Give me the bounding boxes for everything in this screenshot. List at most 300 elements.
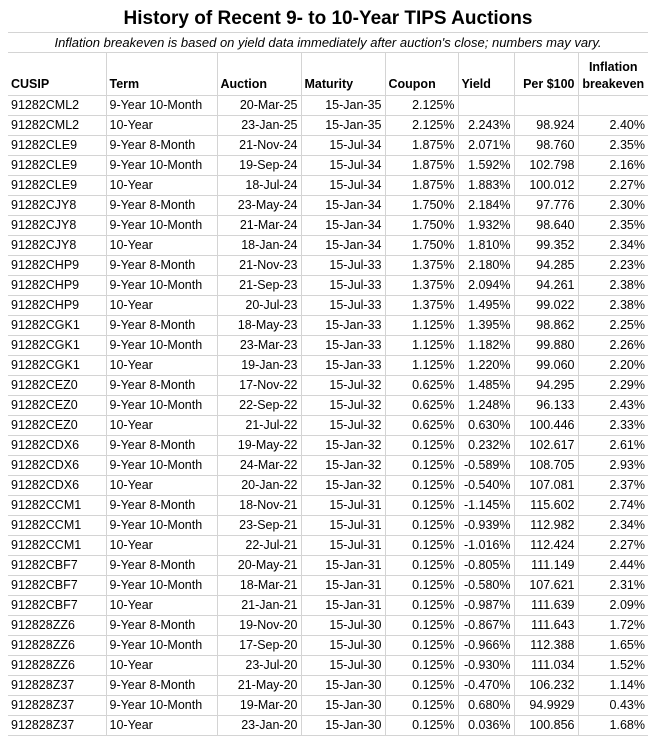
cell-maturity: 15-Jul-32 (301, 416, 385, 436)
cell-maturity: 15-Jul-33 (301, 296, 385, 316)
cell-auction: 21-Nov-23 (217, 256, 301, 276)
cell-yield: -0.589% (458, 456, 514, 476)
cell-cusip: 91282CEZ0 (8, 416, 106, 436)
table-row (8, 616, 648, 636)
cell-term: 10-Year (106, 596, 217, 616)
cell-term: 9-Year 10-Month (106, 456, 217, 476)
cell-term: 9-Year 8-Month (106, 616, 217, 636)
cell-auction: 19-May-22 (217, 436, 301, 456)
cell-yield: 1.485% (458, 376, 514, 396)
cell-yield: 1.932% (458, 216, 514, 236)
cell-maturity: 15-Jan-31 (301, 556, 385, 576)
cell-maturity: 15-Jan-33 (301, 336, 385, 356)
cell-term: 10-Year (106, 176, 217, 196)
cell-term: 9-Year 10-Month (106, 336, 217, 356)
table-row (8, 196, 648, 216)
cell-auction: 17-Nov-22 (217, 376, 301, 396)
cell-per-100: 94.285 (514, 256, 578, 276)
cell-inflation-breakeven: 2.16% (578, 156, 648, 176)
cell-auction: 18-Nov-21 (217, 496, 301, 516)
table-row (8, 96, 648, 116)
cell-inflation-breakeven: 2.74% (578, 496, 648, 516)
cell-maturity: 15-Jan-35 (301, 116, 385, 136)
cell-coupon: 0.625% (385, 376, 458, 396)
tips-auctions-table (8, 53, 648, 736)
cell-maturity: 15-Jul-34 (301, 156, 385, 176)
cell-yield: 1.495% (458, 296, 514, 316)
cell-per-100: 96.133 (514, 396, 578, 416)
cell-coupon: 0.125% (385, 456, 458, 476)
cell-auction: 20-Jan-22 (217, 476, 301, 496)
cell-per-100: 102.617 (514, 436, 578, 456)
header-coupon: Coupon (385, 53, 458, 96)
table-row (8, 636, 648, 656)
cell-per-100: 99.060 (514, 356, 578, 376)
cell-maturity: 15-Jul-30 (301, 616, 385, 636)
cell-per-100: 107.081 (514, 476, 578, 496)
cell-coupon: 1.750% (385, 196, 458, 216)
cell-per-100: 106.232 (514, 676, 578, 696)
table-row (8, 376, 648, 396)
cell-cusip: 91282CLE9 (8, 176, 106, 196)
cell-cusip: 91282CDX6 (8, 436, 106, 456)
cell-per-100: 99.352 (514, 236, 578, 256)
cell-yield: -0.805% (458, 556, 514, 576)
table-row (8, 536, 648, 556)
cell-yield: 1.810% (458, 236, 514, 256)
cell-coupon: 0.125% (385, 716, 458, 736)
cell-yield (458, 96, 514, 116)
cell-term: 10-Year (106, 236, 217, 256)
table-row (8, 236, 648, 256)
cell-term: 10-Year (106, 476, 217, 496)
cell-per-100: 99.022 (514, 296, 578, 316)
cell-coupon: 0.625% (385, 416, 458, 436)
cell-cusip: 91282CHP9 (8, 256, 106, 276)
cell-inflation-breakeven: 1.65% (578, 636, 648, 656)
cell-yield: -0.966% (458, 636, 514, 656)
cell-cusip: 91282CDX6 (8, 456, 106, 476)
cell-coupon: 1.375% (385, 256, 458, 276)
header-inflation-line2: breakeven (582, 77, 645, 91)
cell-per-100: 111.034 (514, 656, 578, 676)
table-row (8, 116, 648, 136)
cell-cusip: 91282CJY8 (8, 196, 106, 216)
cell-maturity: 15-Jan-30 (301, 676, 385, 696)
cell-term: 10-Year (106, 116, 217, 136)
cell-per-100: 94.261 (514, 276, 578, 296)
cell-auction: 21-Sep-23 (217, 276, 301, 296)
table-row (8, 296, 648, 316)
cell-auction: 23-Jul-20 (217, 656, 301, 676)
cell-coupon: 0.125% (385, 536, 458, 556)
cell-coupon: 1.875% (385, 176, 458, 196)
cell-coupon: 0.125% (385, 436, 458, 456)
cell-auction: 23-Jan-25 (217, 116, 301, 136)
cell-auction: 24-Mar-22 (217, 456, 301, 476)
cell-yield: 2.180% (458, 256, 514, 276)
cell-yield: -0.470% (458, 676, 514, 696)
cell-maturity: 15-Jul-34 (301, 176, 385, 196)
header-auction: Auction (217, 53, 301, 96)
table-row (8, 456, 648, 476)
cell-maturity: 15-Jan-30 (301, 716, 385, 736)
cell-inflation-breakeven: 2.20% (578, 356, 648, 376)
cell-yield: -0.987% (458, 596, 514, 616)
cell-auction: 23-Mar-23 (217, 336, 301, 356)
cell-maturity: 15-Jul-30 (301, 636, 385, 656)
page-subtitle: Inflation breakeven is based on yield data immediately after auction's close; numbers may vary. (8, 33, 648, 53)
table-row (8, 156, 648, 176)
table-row (8, 716, 648, 736)
table-row (8, 436, 648, 456)
cell-per-100: 99.880 (514, 336, 578, 356)
cell-per-100: 97.776 (514, 196, 578, 216)
cell-coupon: 0.125% (385, 556, 458, 576)
cell-per-100: 111.149 (514, 556, 578, 576)
cell-term: 9-Year 10-Month (106, 396, 217, 416)
cell-maturity: 15-Jan-33 (301, 316, 385, 336)
cell-auction: 21-Mar-24 (217, 216, 301, 236)
cell-maturity: 15-Jan-34 (301, 196, 385, 216)
cell-cusip: 91282CBF7 (8, 556, 106, 576)
cell-cusip: 912828Z37 (8, 716, 106, 736)
cell-term: 9-Year 10-Month (106, 636, 217, 656)
cell-term: 9-Year 10-Month (106, 516, 217, 536)
table-row (8, 416, 648, 436)
cell-term: 9-Year 8-Month (106, 136, 217, 156)
cell-cusip: 91282CEZ0 (8, 396, 106, 416)
cell-yield: 2.071% (458, 136, 514, 156)
cell-maturity: 15-Jul-31 (301, 536, 385, 556)
cell-coupon: 0.125% (385, 676, 458, 696)
cell-inflation-breakeven: 2.43% (578, 396, 648, 416)
cell-yield: 0.630% (458, 416, 514, 436)
cell-yield: 1.883% (458, 176, 514, 196)
cell-yield: 0.680% (458, 696, 514, 716)
cell-yield: -0.930% (458, 656, 514, 676)
table-row (8, 576, 648, 596)
table-row (8, 476, 648, 496)
header-yield: Yield (458, 53, 514, 96)
cell-inflation-breakeven: 2.30% (578, 196, 648, 216)
cell-coupon: 2.125% (385, 116, 458, 136)
cell-coupon: 1.750% (385, 216, 458, 236)
table-row (8, 516, 648, 536)
cell-yield: -0.540% (458, 476, 514, 496)
table-row (8, 696, 648, 716)
cell-per-100: 112.982 (514, 516, 578, 536)
header-maturity: Maturity (301, 53, 385, 96)
cell-maturity: 15-Jan-34 (301, 236, 385, 256)
cell-coupon: 0.125% (385, 576, 458, 596)
cell-auction: 19-Mar-20 (217, 696, 301, 716)
table-body (8, 96, 648, 736)
cell-coupon: 0.125% (385, 476, 458, 496)
cell-term: 9-Year 8-Month (106, 196, 217, 216)
cell-term: 9-Year 10-Month (106, 216, 217, 236)
cell-auction: 19-Nov-20 (217, 616, 301, 636)
cell-maturity: 15-Jan-31 (301, 596, 385, 616)
cell-per-100: 111.639 (514, 596, 578, 616)
cell-per-100: 108.705 (514, 456, 578, 476)
cell-term: 9-Year 8-Month (106, 676, 217, 696)
cell-inflation-breakeven: 2.34% (578, 236, 648, 256)
cell-yield: 1.248% (458, 396, 514, 416)
cell-maturity: 15-Jul-32 (301, 376, 385, 396)
cell-maturity: 15-Jan-34 (301, 216, 385, 236)
cell-cusip: 91282CBF7 (8, 576, 106, 596)
cell-cusip: 91282CML2 (8, 96, 106, 116)
cell-cusip: 91282CJY8 (8, 236, 106, 256)
cell-per-100: 100.856 (514, 716, 578, 736)
cell-yield: -0.867% (458, 616, 514, 636)
cell-inflation-breakeven (578, 96, 648, 116)
cell-per-100: 111.643 (514, 616, 578, 636)
cell-cusip: 912828ZZ6 (8, 616, 106, 636)
cell-auction: 22-Sep-22 (217, 396, 301, 416)
cell-maturity: 15-Jan-32 (301, 436, 385, 456)
cell-inflation-breakeven: 2.09% (578, 596, 648, 616)
cell-per-100: 98.640 (514, 216, 578, 236)
cell-yield: 0.232% (458, 436, 514, 456)
cell-auction: 19-Jan-23 (217, 356, 301, 376)
cell-inflation-breakeven: 2.37% (578, 476, 648, 496)
cell-cusip: 91282CLE9 (8, 156, 106, 176)
cell-inflation-breakeven: 2.35% (578, 136, 648, 156)
cell-per-100: 98.760 (514, 136, 578, 156)
table-row (8, 216, 648, 236)
header-inflation-line1: Inflation (588, 60, 638, 74)
cell-term: 9-Year 10-Month (106, 276, 217, 296)
cell-cusip: 91282CCM1 (8, 516, 106, 536)
cell-term: 10-Year (106, 416, 217, 436)
cell-inflation-breakeven: 2.31% (578, 576, 648, 596)
cell-inflation-breakeven: 1.14% (578, 676, 648, 696)
cell-yield: 0.036% (458, 716, 514, 736)
cell-inflation-breakeven: 2.34% (578, 516, 648, 536)
cell-per-100: 112.388 (514, 636, 578, 656)
cell-maturity: 15-Jul-34 (301, 136, 385, 156)
table-row (8, 316, 648, 336)
cell-maturity: 15-Jan-33 (301, 356, 385, 376)
table-row (8, 136, 648, 156)
cell-term: 9-Year 10-Month (106, 576, 217, 596)
table-row (8, 496, 648, 516)
cell-per-100: 112.424 (514, 536, 578, 556)
cell-maturity: 15-Jul-31 (301, 496, 385, 516)
cell-inflation-breakeven: 2.35% (578, 216, 648, 236)
cell-auction: 18-Mar-21 (217, 576, 301, 596)
header-cusip: CUSIP (8, 53, 106, 96)
table-row (8, 176, 648, 196)
cell-per-100: 98.924 (514, 116, 578, 136)
cell-term: 10-Year (106, 536, 217, 556)
cell-yield: 2.094% (458, 276, 514, 296)
cell-auction: 21-Nov-24 (217, 136, 301, 156)
cell-maturity: 15-Jul-33 (301, 276, 385, 296)
cell-yield: -0.580% (458, 576, 514, 596)
table-row (8, 556, 648, 576)
cell-auction: 19-Sep-24 (217, 156, 301, 176)
cell-cusip: 912828Z37 (8, 676, 106, 696)
cell-maturity: 15-Jan-32 (301, 456, 385, 476)
table-row (8, 276, 648, 296)
cell-term: 9-Year 10-Month (106, 96, 217, 116)
cell-yield: 1.395% (458, 316, 514, 336)
cell-coupon: 1.750% (385, 236, 458, 256)
cell-coupon: 1.875% (385, 136, 458, 156)
cell-auction: 18-May-23 (217, 316, 301, 336)
cell-cusip: 91282CML2 (8, 116, 106, 136)
table-row (8, 596, 648, 616)
cell-inflation-breakeven: 2.93% (578, 456, 648, 476)
table-row (8, 356, 648, 376)
cell-inflation-breakeven: 1.52% (578, 656, 648, 676)
table-row (8, 676, 648, 696)
cell-inflation-breakeven: 2.25% (578, 316, 648, 336)
cell-inflation-breakeven: 2.26% (578, 336, 648, 356)
cell-cusip: 91282CGK1 (8, 316, 106, 336)
cell-cusip: 91282CJY8 (8, 216, 106, 236)
cell-auction: 18-Jul-24 (217, 176, 301, 196)
cell-cusip: 91282CLE9 (8, 136, 106, 156)
cell-maturity: 15-Jan-31 (301, 576, 385, 596)
cell-auction: 18-Jan-24 (217, 236, 301, 256)
cell-inflation-breakeven: 2.27% (578, 536, 648, 556)
cell-maturity: 15-Jul-31 (301, 516, 385, 536)
cell-term: 9-Year 8-Month (106, 316, 217, 336)
table-row (8, 336, 648, 356)
cell-coupon: 1.875% (385, 156, 458, 176)
cell-cusip: 91282CBF7 (8, 596, 106, 616)
cell-maturity: 15-Jul-30 (301, 656, 385, 676)
cell-term: 9-Year 10-Month (106, 696, 217, 716)
page-title: History of Recent 9- to 10-Year TIPS Auctions (8, 6, 648, 33)
cell-cusip: 91282CCM1 (8, 536, 106, 556)
cell-auction: 21-Jan-21 (217, 596, 301, 616)
cell-cusip: 91282CEZ0 (8, 376, 106, 396)
cell-term: 10-Year (106, 356, 217, 376)
cell-auction: 22-Jul-21 (217, 536, 301, 556)
cell-inflation-breakeven: 2.38% (578, 296, 648, 316)
cell-inflation-breakeven: 2.44% (578, 556, 648, 576)
cell-per-100: 102.798 (514, 156, 578, 176)
cell-yield: 1.182% (458, 336, 514, 356)
cell-per-100: 94.9929 (514, 696, 578, 716)
cell-cusip: 91282CCM1 (8, 496, 106, 516)
cell-term: 9-Year 8-Month (106, 556, 217, 576)
cell-coupon: 0.125% (385, 636, 458, 656)
cell-maturity: 15-Jul-32 (301, 396, 385, 416)
cell-yield: -1.016% (458, 536, 514, 556)
cell-inflation-breakeven: 1.68% (578, 716, 648, 736)
cell-inflation-breakeven: 1.72% (578, 616, 648, 636)
cell-inflation-breakeven: 2.61% (578, 436, 648, 456)
cell-auction: 21-May-20 (217, 676, 301, 696)
cell-term: 9-Year 10-Month (106, 156, 217, 176)
cell-inflation-breakeven: 2.33% (578, 416, 648, 436)
cell-cusip: 91282CHP9 (8, 276, 106, 296)
table-row (8, 256, 648, 276)
cell-per-100: 107.621 (514, 576, 578, 596)
cell-auction: 20-May-21 (217, 556, 301, 576)
cell-coupon: 0.125% (385, 516, 458, 536)
table-row (8, 396, 648, 416)
cell-per-100: 100.446 (514, 416, 578, 436)
cell-inflation-breakeven: 2.27% (578, 176, 648, 196)
table-row (8, 656, 648, 676)
cell-inflation-breakeven: 2.23% (578, 256, 648, 276)
cell-inflation-breakeven: 2.29% (578, 376, 648, 396)
cell-coupon: 0.125% (385, 616, 458, 636)
cell-auction: 23-Jan-20 (217, 716, 301, 736)
cell-cusip: 91282CGK1 (8, 356, 106, 376)
cell-inflation-breakeven: 2.38% (578, 276, 648, 296)
cell-coupon: 1.375% (385, 296, 458, 316)
cell-maturity: 15-Jul-33 (301, 256, 385, 276)
cell-per-100 (514, 96, 578, 116)
cell-maturity: 15-Jan-32 (301, 476, 385, 496)
cell-auction: 21-Jul-22 (217, 416, 301, 436)
cell-coupon: 2.125% (385, 96, 458, 116)
cell-coupon: 1.125% (385, 356, 458, 376)
cell-auction: 23-May-24 (217, 196, 301, 216)
cell-cusip: 91282CGK1 (8, 336, 106, 356)
cell-yield: 2.243% (458, 116, 514, 136)
cell-per-100: 100.012 (514, 176, 578, 196)
cell-auction: 20-Jul-23 (217, 296, 301, 316)
cell-term: 10-Year (106, 656, 217, 676)
cell-inflation-breakeven: 0.43% (578, 696, 648, 716)
cell-term: 10-Year (106, 296, 217, 316)
header-row (8, 53, 648, 96)
cell-term: 10-Year (106, 716, 217, 736)
cell-term: 9-Year 8-Month (106, 496, 217, 516)
cell-yield: -1.145% (458, 496, 514, 516)
cell-yield: -0.939% (458, 516, 514, 536)
cell-per-100: 98.862 (514, 316, 578, 336)
cell-auction: 23-Sep-21 (217, 516, 301, 536)
cell-coupon: 1.375% (385, 276, 458, 296)
header-inflation-breakeven (578, 53, 648, 96)
cell-maturity: 15-Jan-30 (301, 696, 385, 716)
cell-auction: 20-Mar-25 (217, 96, 301, 116)
cell-per-100: 115.602 (514, 496, 578, 516)
cell-coupon: 1.125% (385, 336, 458, 356)
cell-auction: 17-Sep-20 (217, 636, 301, 656)
cell-coupon: 0.125% (385, 656, 458, 676)
header-per-100: Per $100 (514, 53, 578, 96)
cell-coupon: 0.625% (385, 396, 458, 416)
cell-term: 9-Year 8-Month (106, 256, 217, 276)
cell-term: 9-Year 8-Month (106, 436, 217, 456)
cell-yield: 2.184% (458, 196, 514, 216)
cell-cusip: 912828ZZ6 (8, 636, 106, 656)
cell-cusip: 912828Z37 (8, 696, 106, 716)
cell-cusip: 912828ZZ6 (8, 656, 106, 676)
cell-cusip: 91282CDX6 (8, 476, 106, 496)
cell-coupon: 0.125% (385, 596, 458, 616)
header-term: Term (106, 53, 217, 96)
cell-cusip: 91282CHP9 (8, 296, 106, 316)
cell-inflation-breakeven: 2.40% (578, 116, 648, 136)
cell-coupon: 1.125% (385, 316, 458, 336)
cell-term: 9-Year 8-Month (106, 376, 217, 396)
cell-maturity: 15-Jan-35 (301, 96, 385, 116)
cell-coupon: 0.125% (385, 496, 458, 516)
cell-yield: 1.592% (458, 156, 514, 176)
